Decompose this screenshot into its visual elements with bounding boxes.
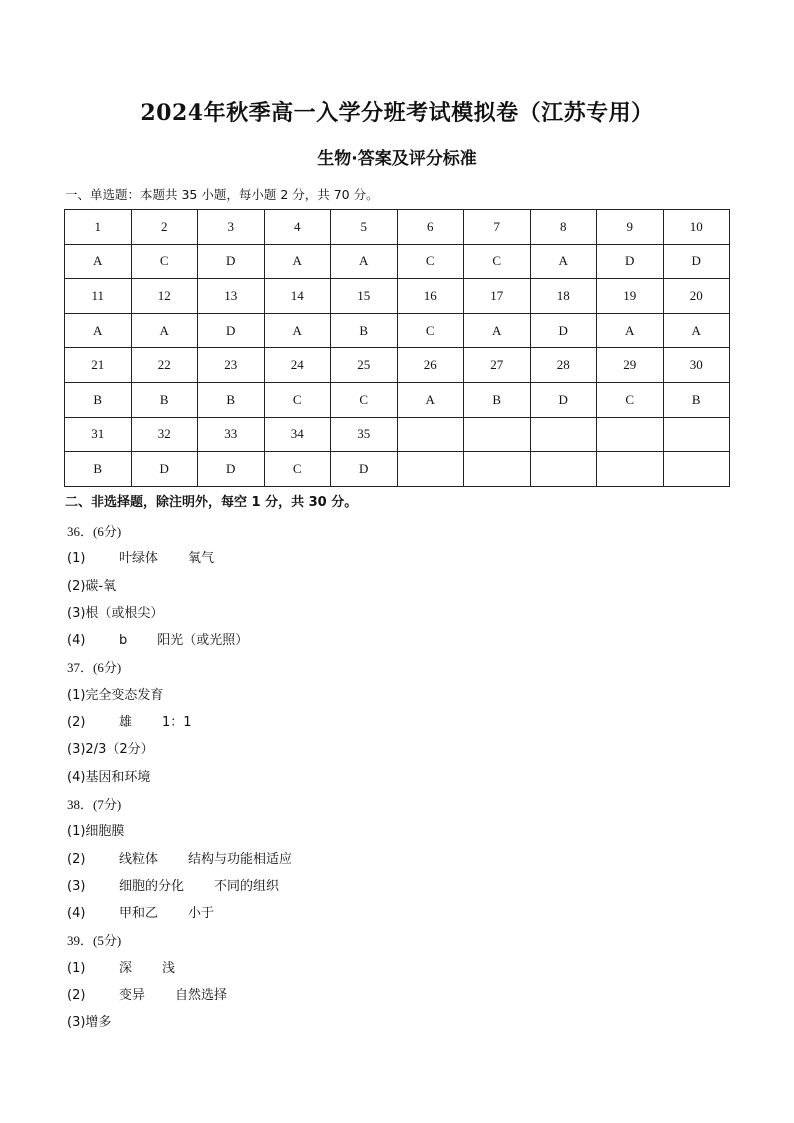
table-cell (397, 452, 464, 487)
table-cell: 18 (530, 279, 597, 314)
table-cell: 26 (397, 348, 464, 383)
table-cell: 32 (131, 417, 198, 452)
answer-line (67, 982, 747, 1009)
table-cell: 10 (663, 210, 730, 245)
table-cell: D (663, 244, 730, 279)
answer-blank: 雄 (119, 715, 133, 731)
answer-line: (4)基因和环境 (67, 769, 151, 785)
table-cell: A (264, 313, 331, 348)
table-cell: 24 (264, 348, 331, 383)
table-row (65, 279, 730, 314)
table-cell: A (530, 244, 597, 279)
table-cell: 3 (198, 210, 265, 245)
table-cell: 25 (331, 348, 398, 383)
table-cell: 33 (198, 417, 265, 452)
page-subtitle: 生物·答案及评分标准 (317, 149, 477, 169)
table-cell (597, 452, 664, 487)
table-cell: 31 (65, 417, 132, 452)
table-cell: C (397, 313, 464, 348)
answer-line: (3)增多 (67, 1015, 112, 1031)
table-row (65, 348, 730, 383)
table-cell: C (397, 244, 464, 279)
answer-blank: 结构与功能相适应 (188, 851, 293, 867)
answer-line: (3)2/3（2分） (67, 742, 154, 758)
answer-line: (1)完全变态发育 (67, 687, 164, 703)
answer-blank: 1：1 (162, 715, 192, 731)
answer-line: (1)细胞膜 (67, 824, 125, 840)
table-cell (597, 417, 664, 452)
table-cell: C (331, 382, 398, 417)
table-cell: 29 (597, 348, 664, 383)
table-cell (663, 417, 730, 452)
table-cell: D (198, 313, 265, 348)
table-cell: 21 (65, 348, 132, 383)
answer-blank: 叶绿体 (119, 551, 159, 567)
table-cell: A (65, 313, 132, 348)
table-cell: D (198, 244, 265, 279)
answer-number: (1) (67, 551, 86, 567)
table-cell: B (331, 313, 398, 348)
table-cell: C (597, 382, 664, 417)
table-cell: 4 (264, 210, 331, 245)
answer-line: (3)根（或根尖） (67, 605, 164, 621)
table-cell: A (464, 313, 531, 348)
table-cell: A (397, 382, 464, 417)
table-cell: A (65, 244, 132, 279)
section2-heading: 二、非选择题，除注明外，每空 1 分，共 30 分。 (65, 495, 358, 510)
table-cell: 2 (131, 210, 198, 245)
table-cell: D (530, 382, 597, 417)
table-cell: 6 (397, 210, 464, 245)
table-cell: C (264, 452, 331, 487)
table-cell (397, 417, 464, 452)
answer-blank: 氧气 (188, 551, 215, 567)
answer-blank: 变异 (119, 988, 146, 1004)
table-cell: 12 (131, 279, 198, 314)
table-cell: B (198, 382, 265, 417)
table-cell (530, 452, 597, 487)
table-row (65, 382, 730, 417)
table-cell: 27 (464, 348, 531, 383)
answer-blank: 不同的组织 (214, 878, 280, 894)
table-cell: B (131, 382, 198, 417)
question-header: 39．(5分) (67, 933, 122, 949)
table-row (65, 313, 730, 348)
table-cell: 9 (597, 210, 664, 245)
table-cell: 15 (331, 279, 398, 314)
table-cell: A (597, 313, 664, 348)
section1-heading: 一、单选题：本题共 35 小题，每小题 2 分，共 70 分。 (65, 187, 379, 202)
table-cell: 8 (530, 210, 597, 245)
table-cell: C (131, 244, 198, 279)
table-cell: 28 (530, 348, 597, 383)
answer-line (67, 900, 747, 927)
answer-line: (2)碳-氧 (67, 578, 117, 594)
answer-blank: 自然选择 (175, 988, 228, 1004)
table-cell: D (597, 244, 664, 279)
table-cell: B (65, 452, 132, 487)
answer-blank: 线粒体 (119, 851, 159, 867)
table-cell: C (264, 382, 331, 417)
table-cell: 30 (663, 348, 730, 383)
answer-blank: 细胞的分化 (119, 878, 185, 894)
table-cell: A (663, 313, 730, 348)
answer-number: (1) (67, 960, 86, 976)
table-cell: 13 (198, 279, 265, 314)
table-row (65, 244, 730, 279)
answer-line (67, 709, 747, 736)
table-cell: D (198, 452, 265, 487)
answer-blank: 甲和乙 (119, 906, 159, 922)
table-cell: 11 (65, 279, 132, 314)
question-header: 36．(6分) (67, 524, 122, 539)
answer-number: (2) (67, 988, 86, 1004)
answer-table (64, 209, 730, 487)
table-row (65, 452, 730, 487)
table-cell: 35 (331, 417, 398, 452)
table-cell (530, 417, 597, 452)
answer-blank: 阳光（或光照） (157, 633, 249, 649)
table-row (65, 210, 730, 245)
table-cell: 19 (597, 279, 664, 314)
table-cell: B (663, 382, 730, 417)
table-cell: B (464, 382, 531, 417)
table-cell: 14 (264, 279, 331, 314)
table-cell: 7 (464, 210, 531, 245)
answer-line (67, 627, 747, 654)
table-cell: D (131, 452, 198, 487)
question-header: 37．(6分) (67, 660, 122, 676)
table-row (65, 417, 730, 452)
page-title: 2024年秋季高一入学分班考试模拟卷（江苏专用） (140, 100, 654, 126)
answer-blank: b (119, 633, 128, 649)
table-cell: A (264, 244, 331, 279)
free-response-answers (67, 518, 747, 1037)
table-cell: D (530, 313, 597, 348)
answer-line (67, 545, 747, 572)
table-cell: C (464, 244, 531, 279)
table-cell: 1 (65, 210, 132, 245)
table-cell: D (331, 452, 398, 487)
table-cell (663, 452, 730, 487)
answer-number: (3) (67, 878, 86, 894)
answer-number: (2) (67, 851, 86, 867)
table-cell: 16 (397, 279, 464, 314)
table-cell: 20 (663, 279, 730, 314)
answer-line (67, 846, 747, 873)
answer-blank: 浅 (162, 960, 176, 976)
answer-line (67, 873, 747, 900)
table-cell (464, 452, 531, 487)
answer-blank: 小于 (188, 906, 215, 922)
answer-number: (2) (67, 715, 86, 731)
table-cell: 5 (331, 210, 398, 245)
table-cell: 17 (464, 279, 531, 314)
table-cell (464, 417, 531, 452)
answer-number: (4) (67, 906, 86, 922)
answer-blank: 深 (119, 960, 133, 976)
table-cell: B (65, 382, 132, 417)
table-cell: 23 (198, 348, 265, 383)
table-cell: A (331, 244, 398, 279)
answer-number: (4) (67, 633, 86, 649)
table-cell: 34 (264, 417, 331, 452)
table-cell: 22 (131, 348, 198, 383)
table-cell: A (131, 313, 198, 348)
answer-line (67, 955, 747, 982)
question-header: 38．(7分) (67, 796, 122, 812)
